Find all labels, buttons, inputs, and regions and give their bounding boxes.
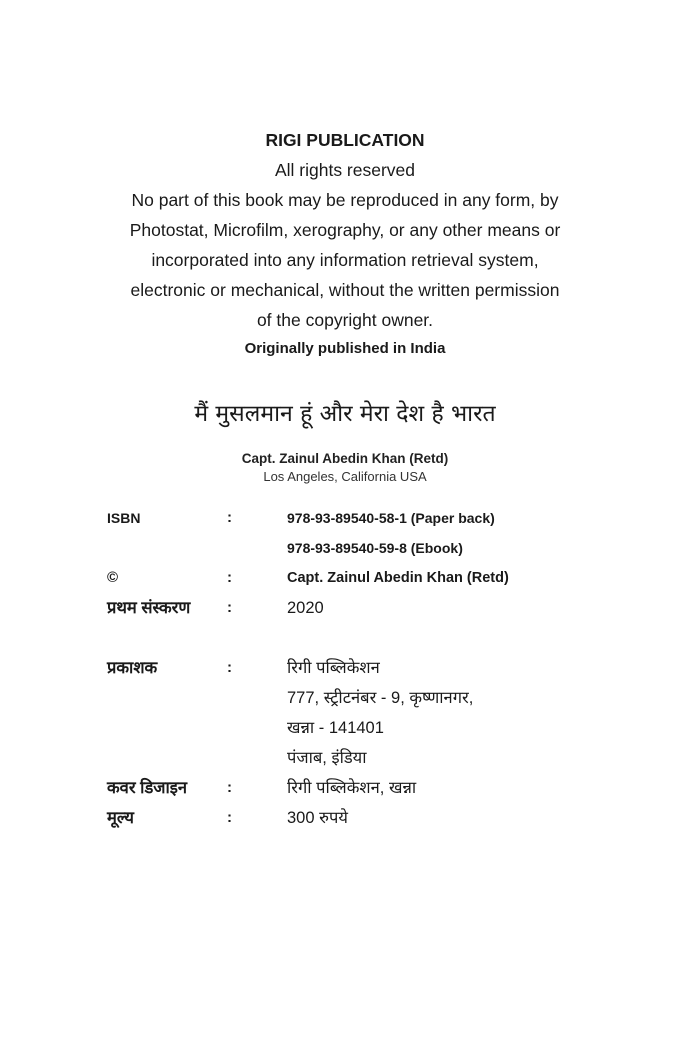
notice-line: Photostat, Microfilm, xerography, or any other means or	[129, 220, 561, 240]
edition-label: प्रथम संस्करण	[107, 599, 191, 617]
publisher-label: प्रकाशक	[107, 659, 158, 677]
publisher-name: RIGI PUBLICATION	[265, 130, 425, 150]
isbn-ebook-row	[0, 533, 690, 563]
publisher-row	[0, 653, 690, 683]
origin-note: Originally published in India	[244, 340, 446, 357]
isbn-row	[0, 503, 690, 533]
book-title: मैं मुसलमान हूं और मेरा देश है भारत	[194, 401, 496, 427]
isbn-ebook: 978-93-89540-59-8 (Ebook)	[287, 540, 463, 556]
publisher-address-line: खन्ना - 141401	[287, 719, 384, 737]
author-name: Capt. Zainul Abedin Khan (Retd)	[241, 451, 449, 466]
separator: :	[227, 569, 232, 586]
cover-design-row	[0, 773, 690, 803]
edition-year: 2020	[287, 599, 324, 617]
edition-row	[0, 593, 690, 623]
publisher-address-line: रिगी पब्लिकेशन	[287, 659, 380, 677]
cover-design-value: रिगी पब्लिकेशन, खन्ना	[287, 779, 417, 797]
price-label: मूल्य	[107, 809, 134, 827]
separator: :	[227, 659, 232, 676]
cover-design-label: कवर डिजाइन	[107, 779, 188, 797]
separator: :	[227, 779, 232, 796]
separator: :	[227, 809, 232, 826]
copyright-symbol: ©	[107, 569, 119, 586]
price-value: 300 रुपये	[287, 809, 348, 827]
copyright-row	[0, 563, 690, 593]
isbn-label: ISBN	[107, 510, 141, 526]
copyright-holder: Capt. Zainul Abedin Khan (Retd)	[287, 570, 509, 586]
notice-line: of the copyright owner.	[256, 310, 434, 330]
notice-line: electronic or mechanical, without the written permission	[130, 280, 560, 300]
separator: :	[227, 509, 232, 526]
separator: :	[227, 599, 232, 616]
price-row	[0, 803, 690, 833]
publisher-address-line: पंजाब, इंडिया	[287, 749, 367, 767]
rights-reserved: All rights reserved	[274, 160, 416, 180]
isbn-paperback: 978-93-89540-58-1 (Paper back)	[287, 510, 495, 526]
notice-line: incorporated into any information retrieval system,	[151, 250, 539, 270]
publisher-address-line: 777, स्ट्रीटनंबर - 9, कृष्णानगर,	[287, 689, 474, 707]
notice-line: No part of this book may be reproduced in any form, by	[131, 190, 559, 210]
author-location: Los Angeles, California USA	[263, 469, 427, 484]
